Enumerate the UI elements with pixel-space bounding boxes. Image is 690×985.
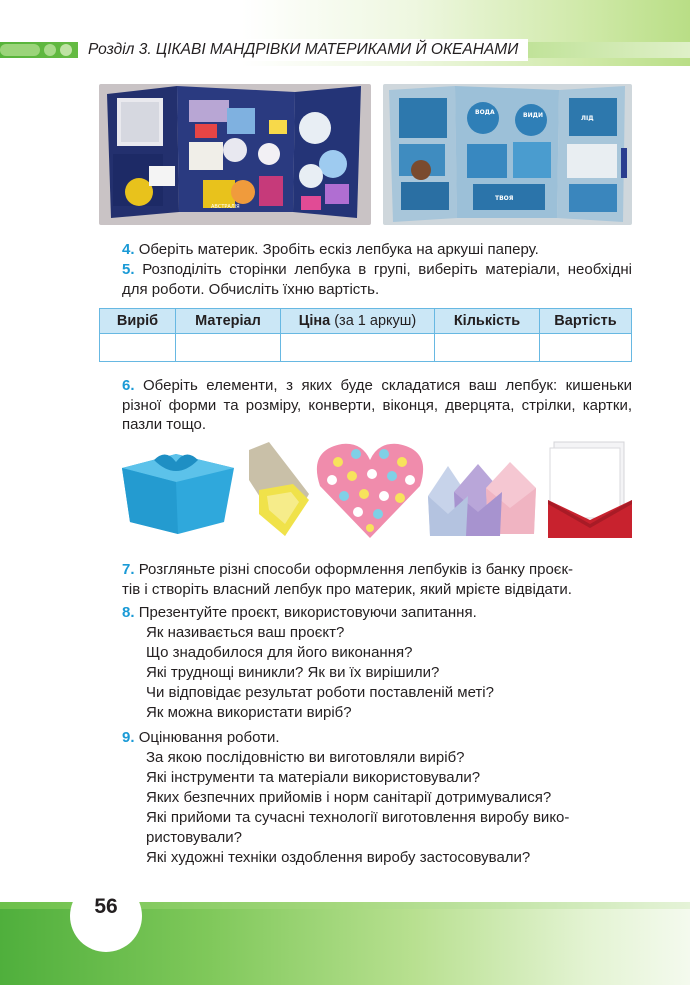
lapbook-sign-2: ВИДИ [523, 112, 543, 119]
cost-table [99, 308, 632, 362]
task-6-number: 6. [122, 377, 135, 394]
lapbook-sign-4: ЛІД [581, 115, 594, 122]
header-pill-decoration [0, 44, 40, 56]
task-8-text: Презентуйте проєкт, використовуючи запитання. [138, 604, 477, 621]
table-header-cell: Ціна (за 1 аркуш) [281, 309, 435, 334]
task-9-question: ристовували? [146, 829, 243, 846]
task-5-text: Розподіліть сторінки лепбука в групі, виберіть матеріали, необхідні для роботи. Обчисліть їхню вартість. [122, 261, 633, 298]
table-header-cell: Вартість [540, 309, 632, 334]
task-9-text: Оцінювання роботи. [138, 729, 280, 746]
task-5 [122, 260, 632, 299]
task-8-number: 8. [122, 604, 135, 621]
task-8 [122, 603, 477, 623]
blue-gift-box-image [116, 438, 240, 538]
yellow-envelope-image [245, 440, 313, 540]
task-4-number: 4. [122, 241, 135, 258]
task-4-text: Оберіть материк. Зробіть ескіз лепбука на аркуші паперу. [138, 241, 539, 258]
polka-dot-heart-image [314, 440, 426, 540]
lapbook-photo-left [99, 84, 371, 225]
table-cell[interactable] [435, 334, 540, 362]
table-row [100, 334, 632, 362]
task-7-number: 7. [122, 561, 135, 578]
task-9-number: 9. [122, 729, 135, 746]
task-8-question: Що знадобилося для його виконання? [146, 644, 413, 661]
lapbook-image-right [383, 84, 632, 225]
task-5-number: 5. [122, 261, 135, 278]
table-cell[interactable] [176, 334, 281, 362]
task-7-line-2: тів і створіть власний лепбук про материк, який мрієте відвідати. [122, 581, 572, 598]
task-8-question: Як можна використати виріб? [146, 704, 352, 721]
table-header-row [100, 309, 632, 334]
task-6 [122, 376, 632, 435]
lapbook-plate-label: АВСТРАЛІЯ [211, 204, 240, 210]
task-9-question: Які інструменти та матеріали використовували? [146, 769, 481, 786]
header-dot-decoration [44, 44, 56, 56]
task-7-line-1 [122, 560, 573, 580]
header-dot-decoration [60, 44, 72, 56]
pastel-envelopes-image [426, 460, 544, 540]
task-9 [122, 728, 280, 748]
task-4 [122, 240, 632, 260]
red-envelope-image [546, 440, 634, 540]
table-header-cell: Матеріал [176, 309, 281, 334]
task-7-text-1: Розгляньте різні способи оформлення лепбуків із банку проєк- [138, 561, 573, 578]
table-header-cell: Кількість [435, 309, 540, 334]
task-8-question: Які труднощі виникли? Як ви їх вирішили? [146, 664, 440, 681]
task-8-question: Як називається ваш проєкт? [146, 624, 345, 641]
task-8-question: Чи відповідає результат роботи поставленій меті? [146, 684, 494, 701]
task-9-question: Які художні техніки оздоблення виробу застосовували? [146, 849, 531, 866]
lapbook-photo-right [383, 84, 632, 225]
table-cell[interactable] [281, 334, 435, 362]
table-cell[interactable] [100, 334, 176, 362]
task-9-question: За якою послідовністю ви виготовляли виріб? [146, 749, 465, 766]
lapbook-sign-1: ВОДА [475, 109, 495, 116]
table-header-cell: Виріб [100, 309, 176, 334]
lapbook-image-left [99, 84, 371, 225]
page-number: 56 [94, 895, 118, 918]
task-9-question: Які прийоми та сучасні технології виготовлення виробу вико- [146, 809, 570, 826]
section-title: Розділ 3. ЦІКАВІ МАНДРІВКИ МАТЕРИКАМИ Й ОКЕАНАМИ [78, 39, 528, 61]
lapbook-sign-3: ТВОЯ [495, 195, 514, 202]
table-cell[interactable] [540, 334, 632, 362]
task-6-text: Оберіть елементи, з яких буде складатися ваш лепбук: кишеньки різної форми та розміру, конверти, віконця, дверцята, стрілки, картки, пазли тощо. [122, 377, 633, 433]
task-9-question: Яких безпечних прийомів і норм санітарії дотримувалися? [146, 789, 552, 806]
